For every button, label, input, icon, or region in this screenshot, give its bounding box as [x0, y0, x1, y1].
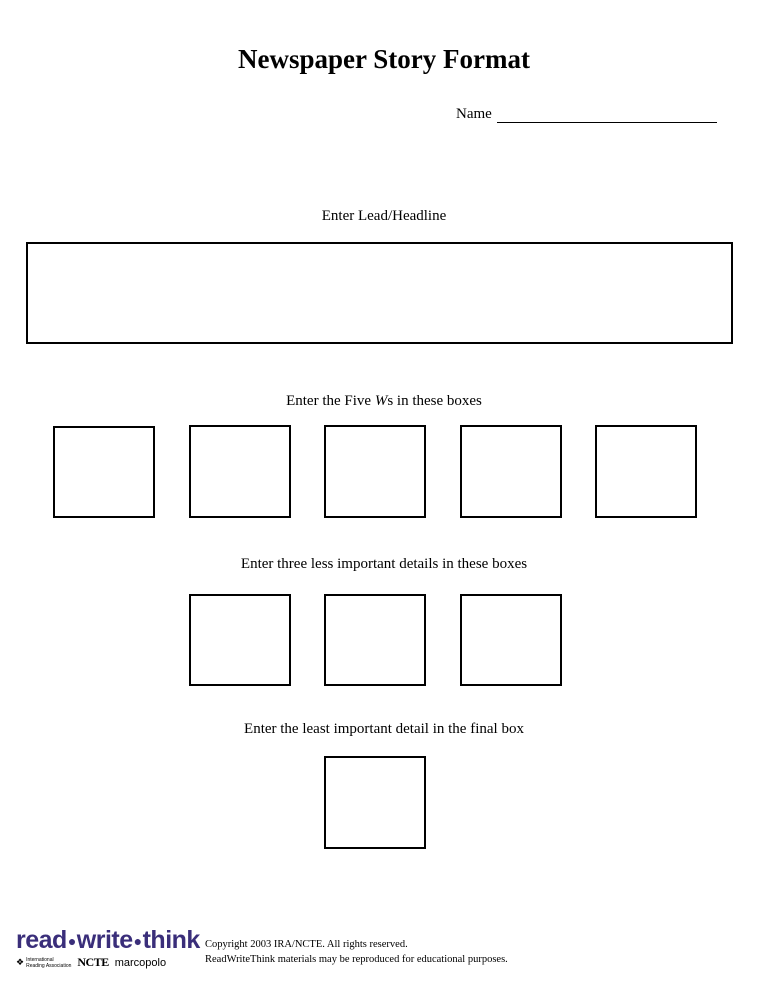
- ncte-logo: NCTE: [77, 955, 109, 970]
- five-ws-box-1[interactable]: [53, 426, 155, 518]
- name-blank-line[interactable]: [497, 108, 717, 123]
- logo-wordmark: [16, 926, 200, 954]
- copyright-notice: [205, 937, 508, 967]
- less-important-box-1[interactable]: [189, 594, 291, 686]
- five-ws-box-4[interactable]: [460, 425, 562, 518]
- marcopolo-logo: marcopolo: [114, 956, 167, 969]
- less-important-box-3[interactable]: [460, 594, 562, 686]
- ira-line-1: International: [26, 956, 54, 963]
- lead-headline-box[interactable]: [26, 242, 733, 344]
- logo-partners: [16, 955, 192, 970]
- copyright-line-2: ReadWriteThink materials may be reproduced for educational purposes.: [205, 954, 508, 965]
- ira-logo: [16, 957, 71, 969]
- least-important-box[interactable]: [324, 756, 426, 849]
- less-important-box-2[interactable]: [324, 594, 426, 686]
- page-title: Newspaper Story Format: [238, 44, 530, 74]
- ira-text: [26, 957, 71, 969]
- lead-headline-label: Enter Lead/Headline: [321, 208, 447, 224]
- copyright-line-1: Copyright 2003 IRA/NCTE. All rights reserved.: [205, 939, 408, 950]
- five-ws-label-italic: W: [374, 393, 388, 409]
- logo-read: read: [16, 926, 67, 954]
- ira-line-2: Reading Association: [26, 962, 72, 969]
- name-field: [456, 106, 717, 123]
- five-ws-box-5[interactable]: [595, 425, 697, 518]
- logo-write: write: [76, 926, 133, 954]
- logo-dot-icon: ●: [67, 933, 76, 950]
- five-ws-box-3[interactable]: [324, 425, 426, 518]
- less-important-label: Enter three less important details in these boxes: [240, 556, 528, 572]
- name-label: Name: [456, 106, 492, 122]
- five-ws-label-after: s in these boxes: [387, 393, 482, 409]
- five-ws-label: [0, 393, 768, 410]
- logo-dot-icon: ●: [133, 933, 142, 950]
- logo-think: think: [142, 926, 200, 954]
- five-ws-label-before: Enter the Five: [286, 393, 375, 409]
- five-ws-box-2[interactable]: [189, 425, 291, 518]
- readwritethink-logo: [16, 926, 200, 970]
- ira-flame-icon: ❖: [16, 957, 25, 968]
- least-important-label: Enter the least important detail in the final box: [244, 721, 524, 737]
